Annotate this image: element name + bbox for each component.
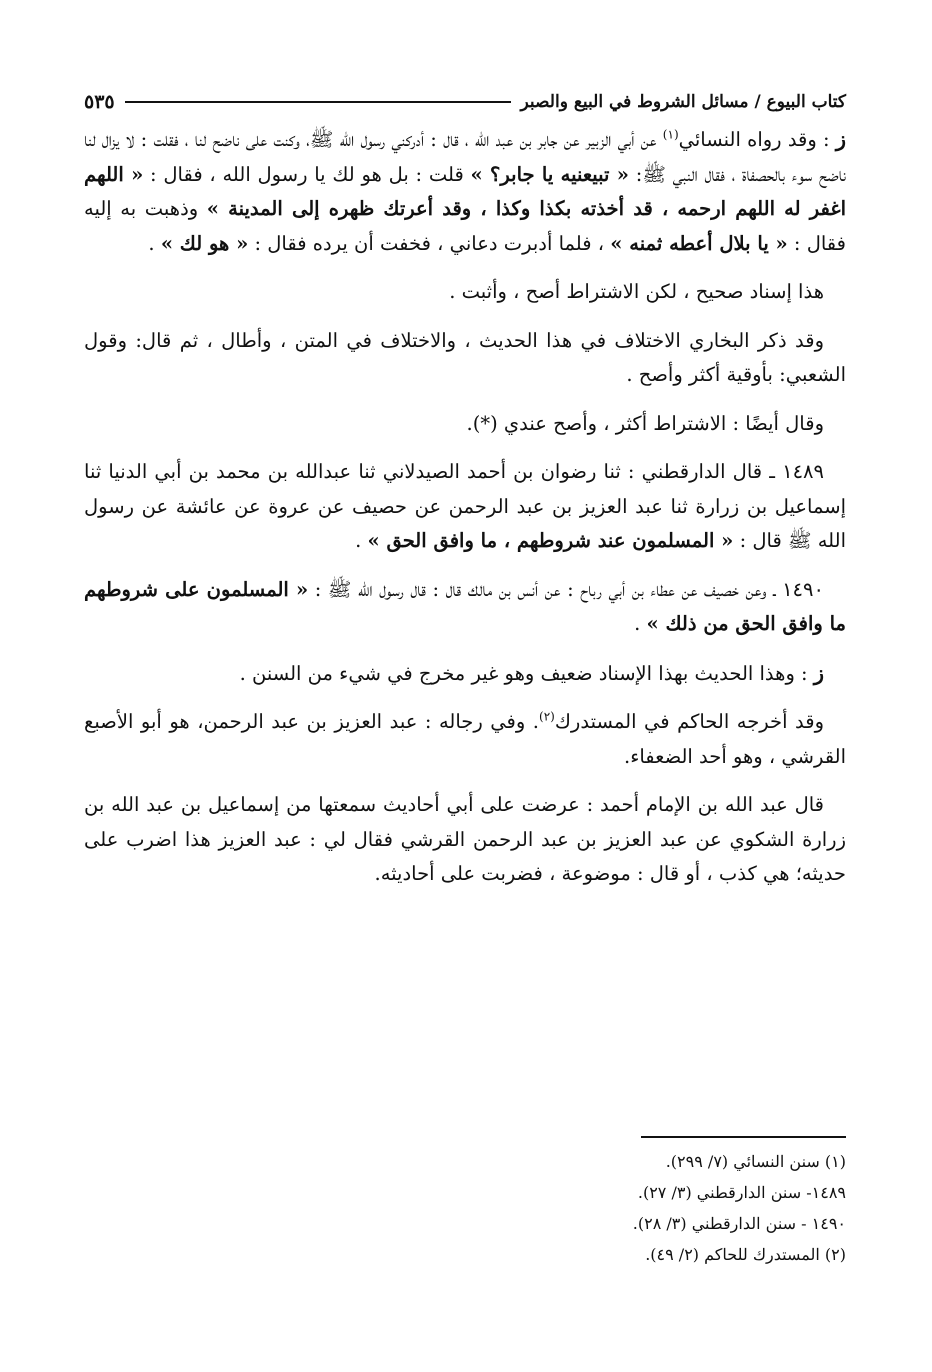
footnote-item: ١٤٩٠ - سنن الدارقطني (٣/ ٢٨). (632, 1214, 846, 1233)
header-rule (125, 101, 511, 103)
text-span: . (355, 529, 368, 552)
paragraph-1 (84, 122, 846, 261)
text-span: عن أبي الزبير عن جابر بن عبد الله ، قال : أدركني رسول الله ﷺ، وكنت على ناضح لنا ، فقلت : لا يزال لنا ناضح سوء بالحصفاة ، فقال النبي ﷺ: (84, 128, 846, 186)
footnote-item: (١) سنن النسائي (٧/ ٢٩٩). (665, 1152, 846, 1171)
footnote-ref-1: (١) (662, 127, 679, 142)
zay-marker: ز (835, 126, 846, 151)
paragraph-8 (84, 705, 846, 774)
page-number: ٥٣٥ (84, 91, 115, 113)
footnote-rule (641, 1136, 846, 1138)
quote-span: « تبيعنيه يا جابر؟ » (470, 162, 629, 186)
text-span: : وهذا الحديث بهذا الإسناد ضعيف وهو غير مخرج في شيء من السنن . (239, 661, 808, 685)
text-span: . (148, 231, 161, 255)
paragraph-4: وقال أيضًا : الاشتراط أكثر ، وأصح عندي (*). (466, 411, 824, 435)
footnote-ref-2: (٢) (539, 709, 555, 724)
footnote-item: ١٤٨٩- سنن الدارقطني (٣/ ٢٧). (637, 1183, 846, 1202)
hadith-1490 (84, 573, 846, 642)
paragraph-9: قال عبد الله بن الإمام أحمد : عرضت على أبي أحاديث سمعتها من إسماعيل بن عبد الله بن زرارة الشكوي عن عبد العزيز بن عبد الرحمن القرشي فقال لي : عبد العزيز هذا اضرب على حديثه؛ هي كذب ، أو قال : موضوعة ، فضربت على أحاديثه. (84, 793, 846, 885)
paragraph-3: وقد ذكر البخاري الاختلاف في هذا الحديث ، والاختلاف في المتن ، وأطال ، ثم قال: وقول الشعبي: بأوقية أكثر وأصح . (84, 328, 846, 386)
paragraph-7 (84, 656, 846, 692)
text-span: وقد أخرجه الحاكم في المستدرك (554, 710, 825, 733)
quote-span: « اللهم اغفر له اللهم ارحمه ، قد أخذته بكذا وكذا ، وقد أعرتك ظهره إلى المدينة » (84, 162, 846, 220)
zay-marker: ز (813, 659, 824, 685)
text-span: ١٤٩٠ ـ وعن خصيف عن عطاء بن أبي رباح : عن أنس بن مالك قال : قال رسول الله ﷺ : (308, 577, 824, 601)
hadith-1489 (84, 455, 846, 559)
text-span: : وقد رواه النسائي (678, 128, 830, 151)
quote-span: « هو لك » (160, 231, 249, 255)
text-span: . وفي رجاله : عبد العزيز بن عبد الرحمن، هو أبو الأصبع القرشي ، وهو أحد الضعفاء. (84, 710, 846, 768)
running-header (84, 84, 846, 120)
text-span: وذهبت به إليه فقال : (84, 197, 846, 255)
quote-span: « المسلمون عند شروطهم ، ما وافق الحق » (367, 529, 734, 552)
text-span: ، فلما أدبرت دعاني ، فخفت أن يرده فقال : (248, 231, 611, 255)
footnote-item: (٢) المستدرك للحاكم (٢/ ٤٩). (645, 1245, 846, 1264)
quote-span: « يا بلال أعطه ثمنه » (610, 231, 788, 255)
text-span: ١٤٨٩ ـ قال الدارقطني : ثنا رضوان بن أحمد الصيدلاني ثنا عبدالله بن محمد بن أبي الدنيا ثنا إسماعيل بن زرارة ثنا عبد العزيز بن عبد الرحمن عن حصيف عن عروة عن عائشة عن رسول الله ﷺ قال : (84, 460, 846, 552)
text-span: . (634, 612, 647, 635)
paragraph-2: هذا إسناد صحيح ، لكن الاشتراط أصح ، وأثبت . (449, 280, 824, 303)
quote-span: « المسلمون على شروطهم ما وافق الحق من ذلك » (84, 577, 846, 635)
footnotes (84, 1136, 846, 1270)
running-title: كتاب البيوع / مسائل الشروط في البيع والصبر (520, 92, 846, 112)
page-body (84, 84, 846, 906)
text-span: قلت : بل هو لك يا رسول الله ، فقال : (143, 162, 471, 186)
